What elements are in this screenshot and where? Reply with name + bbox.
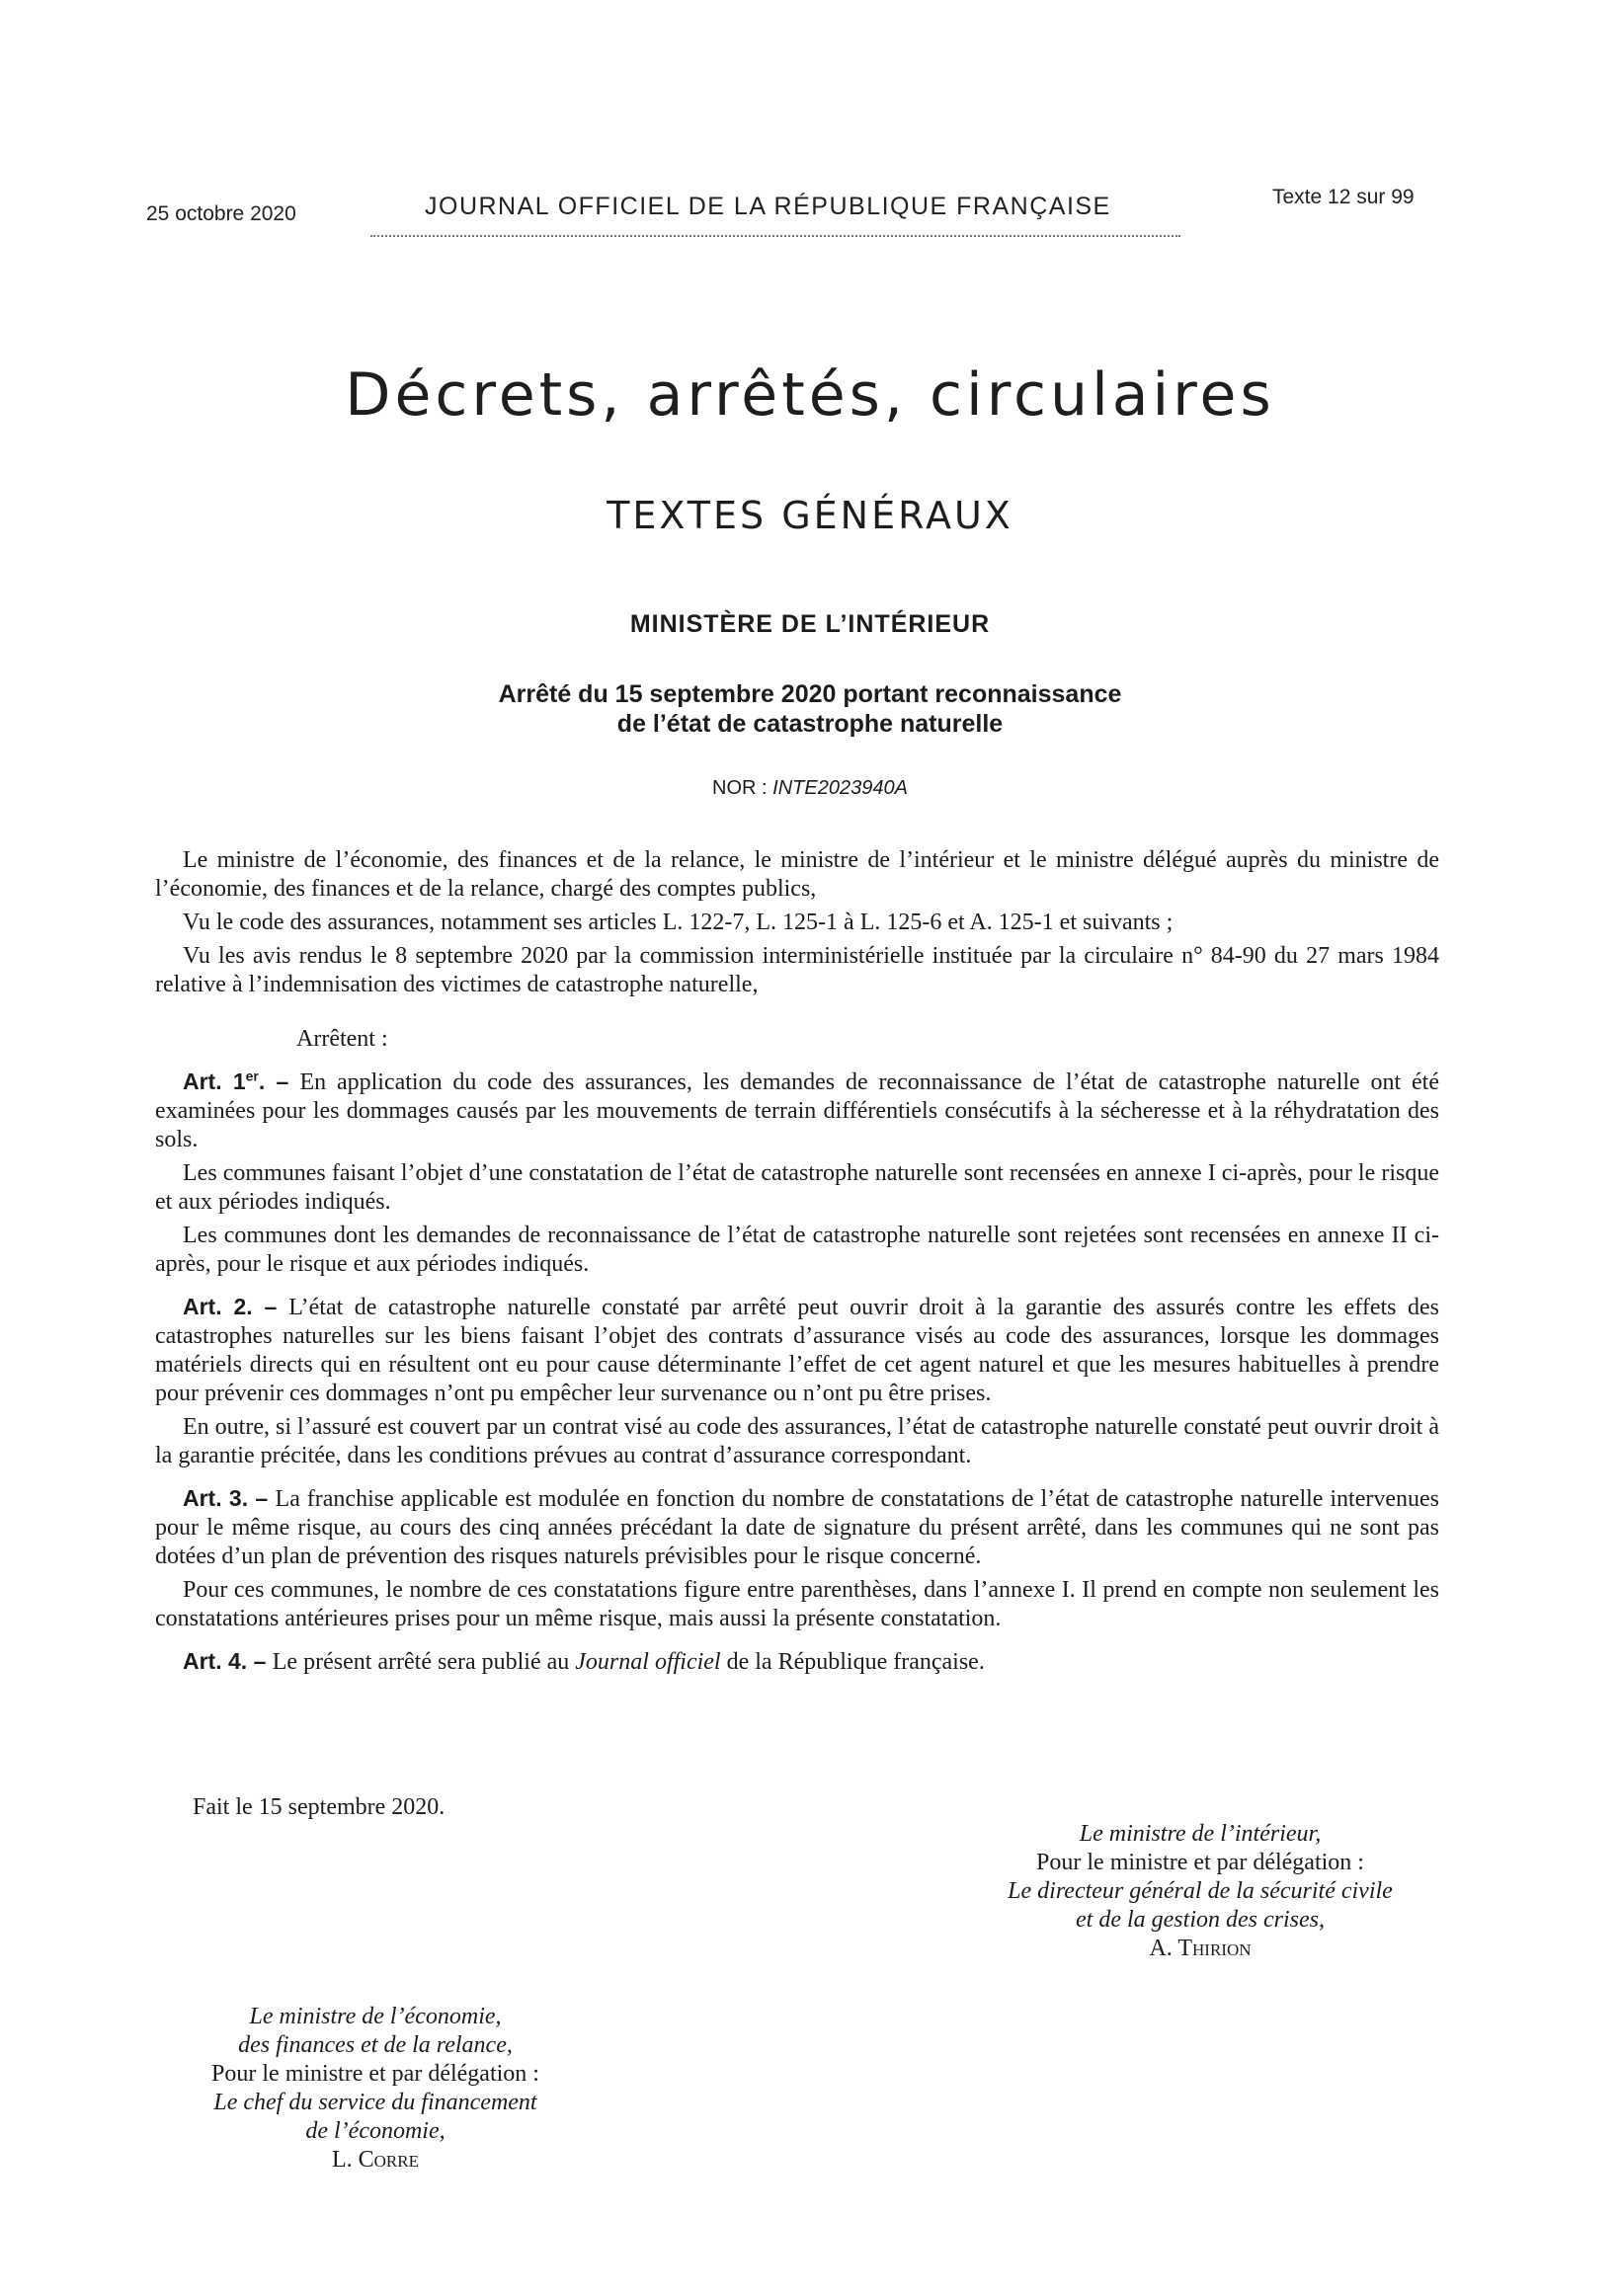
- journal-officiel-mention: Journal officiel: [575, 1649, 721, 1675]
- signature-interieur-line-4: et de la gestion des crises,: [1076, 1907, 1325, 1933]
- article-2-paragraph-2: En outre, si l’assuré est couvert par un contrat visé au code des assurances, l’état de catastrophe naturelle constaté peut ouvrir droit à la garantie précitée, dans les conditions prévues au contrat d’assurance correspondant.: [155, 1414, 1439, 1468]
- article-4-paragraph: Art. 4. – Le présent arrêté sera publié au Journal officiel de la République française.: [183, 1648, 985, 1675]
- header-divider: [370, 235, 1180, 237]
- article-1-paragraph-2: Les communes faisant l’objet d’une constatation de l’état de catastrophe naturelle sont recensées en annexe I ci-après, pour le risque et aux périodes indiqués.: [155, 1160, 1439, 1215]
- signature-economie-line-5: de l’économie,: [305, 2118, 446, 2144]
- document-body: [155, 846, 1439, 1682]
- arrete-title-line-2: de l’état de catastrophe naturelle: [616, 710, 1004, 738]
- arretent-label: Arrêtent :: [296, 1026, 388, 1052]
- signature-economie-line-4: Le chef du service du financement: [213, 2090, 537, 2115]
- signature-interieur-line-2: Pour le ministre et par délégation :: [1036, 1850, 1364, 1875]
- nor-label: NOR :: [712, 777, 773, 799]
- article-3-label: Art. 3. –: [183, 1485, 276, 1511]
- signature-block-economie: [148, 2003, 603, 2175]
- article-1-label: Art. 1er. –: [183, 1068, 300, 1094]
- nor-code: INTE2023940A: [772, 777, 908, 799]
- article-4-label: Art. 4. –: [183, 1648, 273, 1674]
- arrete-title: [375, 679, 1245, 739]
- signature-interieur-line-1: Le ministre de l’intérieur,: [1079, 1821, 1322, 1847]
- nor-reference: [0, 777, 1620, 800]
- article-1-superscript: er: [245, 1068, 259, 1084]
- article-2-paragraph-1: Art. 2. – L’état de catastrophe naturelle constaté par arrêté peut ouvrir droit à la garantie des assurés contre les effets des catastrophes naturelles sur les biens faisant l’objet des contrats d’assurance visés au code des assurances, lorsque les dommages matériels directs qui en résultent ont eu pour cause déterminante l’effet de cet agent naturel et que les mesures habituelles à prendre pour prévenir ces dommages n’ont pu empêcher leur survenance ou n’ont pu être prises.: [155, 1294, 1439, 1406]
- arrete-title-line-1: Arrêté du 15 septembre 2020 portant reconnaissance: [498, 680, 1122, 708]
- preamble-vu-code: Vu le code des assurances, notamment ses articles L. 122-7, L. 125-1 à L. 125-6 et A. 125-1 et suivants ;: [183, 910, 1174, 935]
- signature-economie-line-3: Pour le ministre et par délégation :: [211, 2061, 539, 2087]
- subsection-title: TEXTES GÉNÉRAUX: [607, 494, 1013, 537]
- signature-interieur-name: A. Thirion: [1149, 1936, 1252, 1961]
- header-text-number: Texte 12 sur 99: [1272, 186, 1415, 208]
- preamble-vu-avis: Vu les avis rendus le 8 septembre 2020 par la commission interministérielle instituée par la circulaire n° 84-90 du 27 mars 1984 relative à l’indemnisation des victimes de catastrophe naturelle,: [155, 943, 1439, 997]
- section-title: Décrets, arrêtés, circulaires: [345, 360, 1275, 430]
- preamble-ministers: Le ministre de l’économie, des finances et de la relance, le ministre de l’intérieur et le ministre délégué auprès du ministre de l’économie, des finances et de la relance, chargé des comptes publics,: [155, 847, 1439, 902]
- article-1-paragraph-3: Les communes dont les demandes de reconnaissance de l’état de catastrophe naturelle sont rejetées sont recensées en annexe II ci-après, pour le risque et aux périodes indiqués.: [155, 1223, 1439, 1277]
- article-3-paragraph-1: Art. 3. – La franchise applicable est modulée en fonction du nombre de constatations de l’état de catastrophe naturelle intervenues pour le même risque, au cours des cinq années précédant la date de signature du présent arrêté, dans les communes qui ne sont pas dotées d’un plan de prévention des risques naturels prévisibles pour le risque concerné.: [155, 1485, 1439, 1569]
- signature-economie-line-2: des finances et de la relance,: [238, 2032, 513, 2058]
- article-2-label: Art. 2. –: [183, 1294, 289, 1319]
- signature-economie-name: L. Corre: [331, 2147, 419, 2173]
- article-1-paragraph-1: Art. 1er. – En application du code des assurances, les demandes de reconnaissance de l’état de catastrophe naturelle ont été examinées pour les dommages causés par les mouvements de terrain différentiels consécutifs à la sécheresse et à la réhydratation des sols.: [155, 1068, 1439, 1152]
- signature-interieur-line-3: Le directeur général de la sécurité civile: [1008, 1878, 1393, 1904]
- article-3-paragraph-2: Pour ces communes, le nombre de ces constatations figure entre parenthèses, dans l’annexe I. Il prend en compte non seulement les constatations antérieures prises pour un même risque, mais aussi la présente constatation.: [155, 1577, 1439, 1631]
- header-date: 25 octobre 2020: [146, 202, 296, 225]
- header-journal-title: JOURNAL OFFICIEL DE LA RÉPUBLIQUE FRANÇAISE: [425, 193, 1111, 220]
- signature-date: Fait le 15 septembre 2020.: [193, 1794, 446, 1820]
- ministry-heading: MINISTÈRE DE L’INTÉRIEUR: [629, 610, 991, 638]
- signature-block-interieur: [953, 1820, 1447, 1963]
- signature-economie-line-1: Le ministre de l’économie,: [249, 2004, 502, 2029]
